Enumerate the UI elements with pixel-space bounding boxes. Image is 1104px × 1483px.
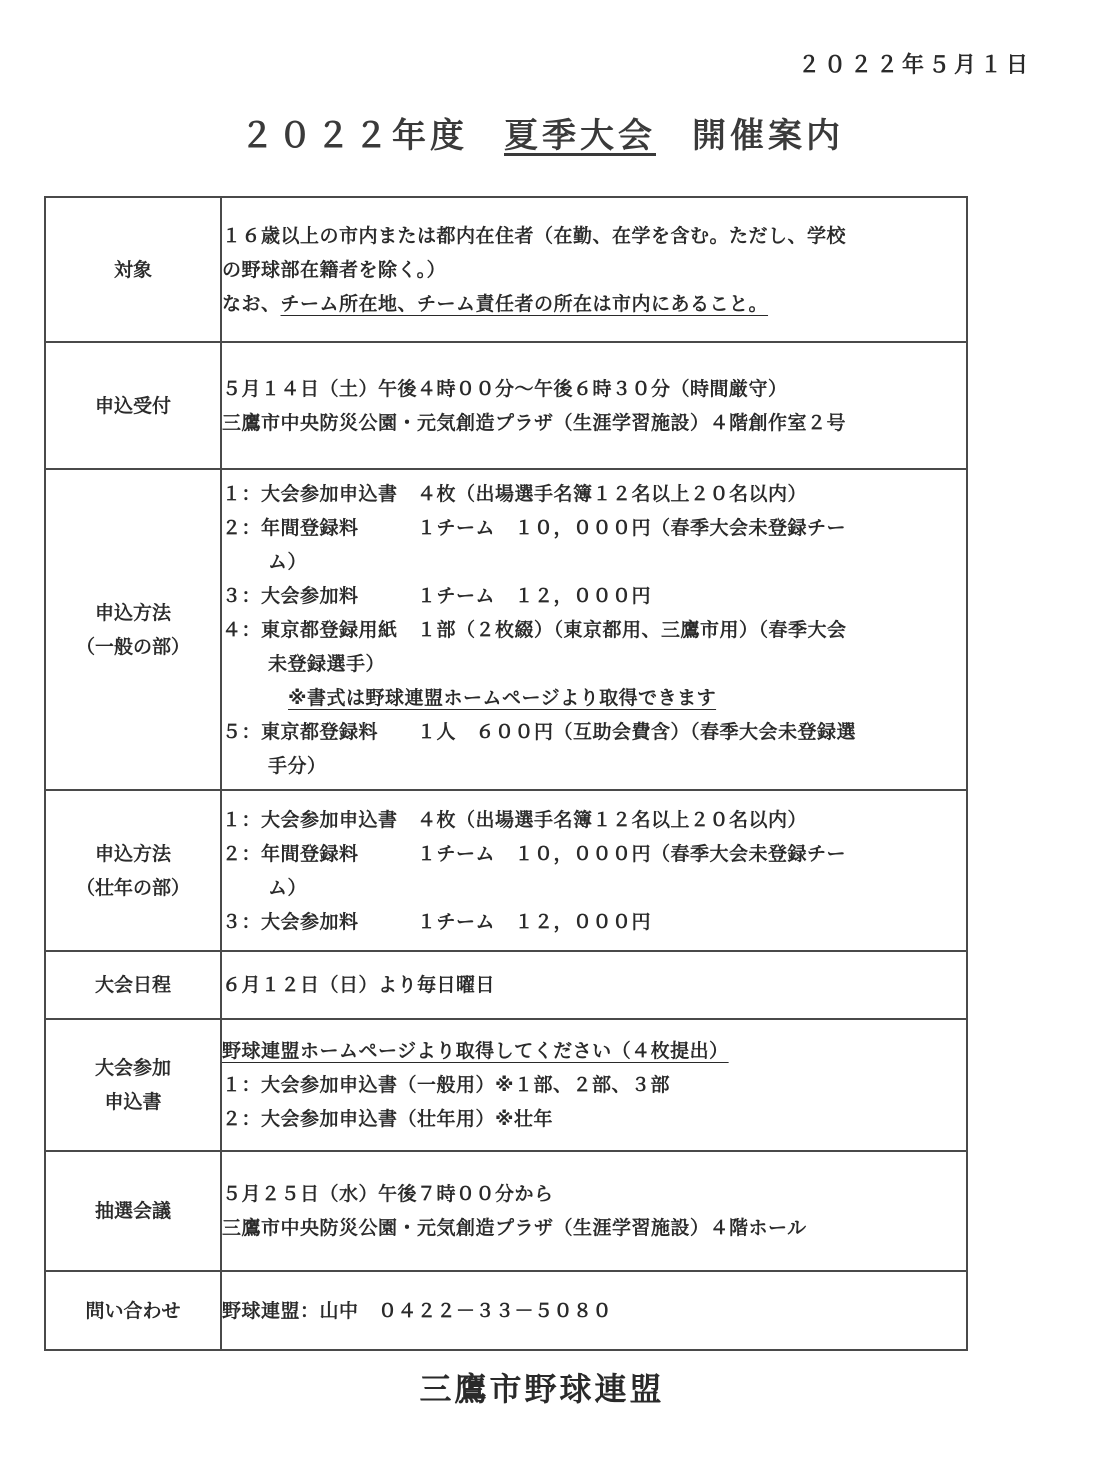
document-title (0, 108, 1084, 157)
senior-item-3: ３：大会参加料 １チーム １２，０００円 (222, 910, 652, 933)
target-line-3-underlined: チーム所在地、チーム責任者の所在は市内にあること。 (280, 292, 769, 315)
general-item-2-cont: ム） (268, 550, 308, 573)
content-contact (221, 1271, 967, 1350)
label-contact: 問い合わせ (45, 1271, 221, 1350)
target-line-2: の野球部在籍者を除く。） (222, 258, 447, 281)
general-item-4: ４：東京都登録用紙 １部（２枚綴）（東京都用、三鷹市用）（春季大会 (222, 618, 847, 641)
application-line-2: １：大会参加申込書（一般用）※１部、２部、３部 (222, 1074, 670, 1096)
general-item-1: １：大会参加申込書 ４枚（出場選手名簿１２名以上２０名以内） (222, 482, 808, 505)
label-method-general-2: （一般の部） (75, 635, 190, 658)
document-date: ２０２２年５月１日 (797, 53, 1032, 78)
label-target: 対象 (45, 197, 221, 342)
content-method-senior (221, 790, 967, 951)
info-table (44, 196, 968, 1351)
row-schedule (45, 951, 967, 1019)
row-target (45, 197, 967, 342)
organization-name: 三鷹市野球連盟 (419, 1370, 665, 1408)
content-application-form (221, 1019, 967, 1151)
general-item-2: ２：年間登録料 １チーム １０，０００円（春季大会未登録チー (222, 516, 847, 539)
reception-line-1: ５月１４日（土）午後４時００分～午後６時３０分（時間厳守） (222, 377, 788, 400)
content-target (221, 197, 967, 342)
target-line-1: １６歳以上の市内または都内在住者（在勤、在学を含む。ただし、学校 (222, 224, 847, 247)
label-method-general (45, 469, 221, 790)
application-line-1-text: 野球連盟ホームページより取得してください（４枚提出） (222, 1040, 729, 1062)
label-method-senior-1: 申込方法 (94, 842, 171, 865)
label-application-form (45, 1019, 221, 1151)
title-year: ２０２２年度 (240, 116, 468, 156)
general-item-4-cont: 未登録選手） (268, 652, 386, 675)
row-reception (45, 342, 967, 469)
content-schedule (221, 951, 967, 1019)
row-application-form (45, 1019, 967, 1151)
general-item-3: ３：大会参加料 １チーム １２，０００円 (222, 584, 652, 607)
title-event: 夏季大会 (504, 116, 656, 156)
lottery-line-1: ５月２５日（水）午後７時００分から (222, 1183, 554, 1205)
lottery-line-2: 三鷹市中央防災公園・元気創造プラザ（生涯学習施設）４階ホール (222, 1217, 807, 1239)
label-application-form-2: 申込書 (104, 1091, 162, 1113)
general-note (222, 681, 966, 715)
row-method-general (45, 469, 967, 790)
content-reception (221, 342, 967, 469)
row-contact (45, 1271, 967, 1350)
content-lottery (221, 1151, 967, 1271)
content-method-general (221, 469, 967, 790)
reception-line-2: 三鷹市中央防災公園・元気創造プラザ（生涯学習施設）４階創作室２号 (222, 411, 847, 434)
target-line-3-prefix: なお、 (222, 292, 281, 315)
label-method-senior-2: （壮年の部） (75, 876, 190, 899)
senior-item-2-cont: ム） (268, 876, 308, 899)
target-line-3 (222, 287, 966, 321)
senior-item-2: ２：年間登録料 １チーム １０，０００円（春季大会未登録チー (222, 842, 847, 865)
row-lottery (45, 1151, 967, 1271)
general-note-text: ※書式は野球連盟ホームページより取得できます (288, 686, 717, 709)
schedule-line-1: ６月１２日（日）より毎日曜日 (222, 974, 496, 996)
title-suffix: 開催案内 (692, 116, 844, 156)
row-method-senior (45, 790, 967, 951)
senior-item-1: １：大会参加申込書 ４枚（出場選手名簿１２名以上２０名以内） (222, 808, 808, 831)
general-item-5: ５：東京都登録料 １人 ６００円（互助会費含）（春季大会未登録選 (222, 720, 857, 743)
application-line-3: ２：大会参加申込書（壮年用）※壮年 (222, 1108, 553, 1130)
general-item-5-cont: 手分） (268, 754, 327, 777)
label-reception: 申込受付 (45, 342, 221, 469)
label-method-general-1: 申込方法 (94, 601, 171, 624)
contact-line-1: 野球連盟：山中 ０４２２－３３－５０８０ (222, 1299, 613, 1322)
application-line-1 (222, 1034, 966, 1068)
label-lottery: 抽選会議 (45, 1151, 221, 1271)
label-schedule: 大会日程 (45, 951, 221, 1019)
label-application-form-1: 大会参加 (94, 1057, 171, 1079)
label-method-senior (45, 790, 221, 951)
